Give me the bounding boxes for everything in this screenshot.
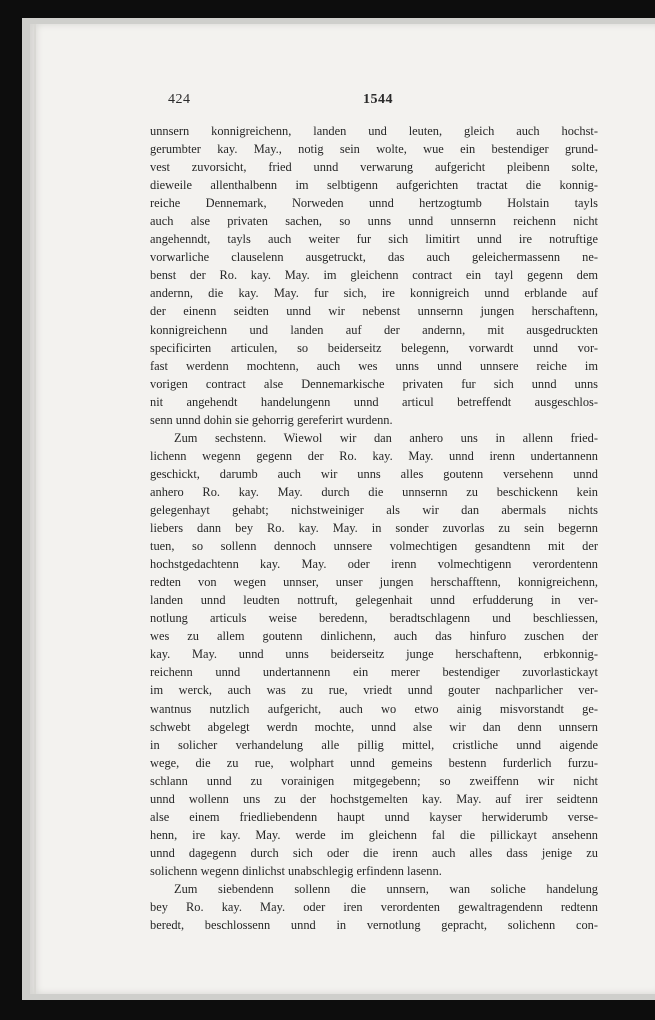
text-line: geschickt, darumb auch wir unns alles goutenn versehenn unnd — [150, 466, 598, 481]
text-line: senn unnd dohin sie gehorrig gereferirt wurdenn. — [150, 412, 393, 427]
text-line: gerumbter kay. May., notig sein wolte, wue ein bestendiger grund- — [150, 142, 598, 157]
text-line: in solicher verhandelung alle pillig mittel, cristliche unnd aigende — [150, 737, 598, 752]
text-line: fast werdenn mochtenn, auch wes unns unnd unnsere reiche im — [150, 358, 598, 373]
text-line: bey Ro. kay. May. oder iren verordenten gewaltragendenn redtenn — [150, 900, 598, 915]
text-line: benst der Ro. kay. May. im gleichenn contract ein tayl gegenn dem — [150, 268, 598, 283]
text-line: wege, die zu rue, wolphart unnd gemeins bestenn furderlich furzu- — [150, 755, 598, 770]
page-year-heading: 1544 — [363, 92, 393, 107]
text-line: unnd dagegenn durch sich oder die irenn auch alles dass jenige zu — [150, 845, 598, 860]
paragraph-start-line: Zum siebendenn sollenn die unnsern, wan soliche handelung — [174, 881, 598, 896]
text-line: reiche Dennemark, Norweden unnd hertzogtumb Holstain tayls — [150, 196, 598, 211]
text-line: vorigen contract alse Dennemarkische privaten fur sich unnd unns — [150, 376, 598, 391]
text-line: auch alse privaten sachen, so unns unnd unnsernn reichenn nicht — [150, 214, 598, 229]
text-line: unnsern konnigreichenn, landen und leuten, gleich auch hochst- — [150, 124, 598, 138]
text-line: der einenn seidten unnd wir nebenst unnsernn jungen herschaftenn, — [150, 304, 598, 319]
text-line: vorwarliche clauselenn ausgetruckt, das auch geleichermassenn ne- — [150, 250, 598, 265]
text-line: landen unnd leudten nottruft, gelegenhait unnd erfudderung in ver- — [150, 593, 598, 608]
text-line: specificirten articulen, so beiderseitz belegenn, vorwardt unnd vor- — [150, 340, 598, 355]
running-header — [168, 92, 598, 112]
text-line: beredt, beschlossenn unnd in vernotlung gepracht, solichenn con- — [150, 918, 598, 933]
text-line: wantnus nutzlich aufgericht, auch wo etwo ainig misvorstandt ge- — [150, 701, 598, 716]
text-line: unnd wollenn uns zu der hochstgemelten kay. May. auf irer seidtenn — [150, 791, 598, 806]
text-line: alse einem friedliebendenn haupt unnd kayser herwiderumb verse- — [150, 809, 598, 824]
page-gutter-edge — [34, 24, 36, 994]
text-line: konnigreichenn und landen auf der andernn, mit ausgedruckten — [150, 322, 598, 337]
text-line: im werck, auch was zu rue, vriedt unnd gouter nachparlicher ver- — [150, 683, 598, 698]
text-line: vest zuvorsicht, fried unnd verwarung aufgericht pleibenn solte, — [150, 160, 598, 175]
text-line: angehenndt, tayls auch weiter fur sich limitirt unnd ire notruftige — [150, 232, 598, 247]
text-line: hochstgedachtenn kay. May. oder irenn volmechtigenn verordentenn — [150, 557, 598, 572]
paragraph-start-line: Zum sechstenn. Wiewol wir dan anhero uns in allenn fried- — [174, 430, 598, 445]
text-line: kay. May. unnd unns beiderseitz junge herschaftenn, erbkonnig- — [150, 647, 598, 662]
text-line: gelegenhayt gehabt; nichstweiniger als wir dan abermals nichts — [150, 502, 598, 517]
text-line: tuen, so sollenn dennoch unnsere volmechtigen gesandtenn mit der — [150, 539, 598, 554]
text-line: reichenn unnd undertannenn ein merer bestendiger zuvorlastickayt — [150, 665, 598, 680]
text-line: liebers dann bey Ro. kay. May. in sonder zuvorlas zu sein begernn — [150, 521, 598, 536]
text-line: solichenn wegenn dinlichst unabschlegig erfindenn lasenn. — [150, 863, 442, 878]
body-text — [150, 122, 598, 934]
text-line: andernn, die kay. May. fur sich, ire konnigreich unnd erblande auf — [150, 286, 598, 301]
page-number: 424 — [168, 92, 191, 107]
text-line: anhero Ro. kay. May. durch die unnsernn zu beschickenn kein — [150, 484, 598, 499]
text-line: schwebt abgelegt werdn mochte, unnd alse wir dan denn unnsern — [150, 719, 598, 734]
text-line: redten von wegen unnser, unser jungen herschafftenn, konnigreichenn, — [150, 575, 598, 590]
text-line: schlann unnd zu vorainigen mitgegebenn; so zweiffenn wir nicht — [150, 773, 598, 788]
text-line: wes zu allem goutenn dinlichenn, auch das hinfuro zuschen der — [150, 629, 598, 644]
text-line: notlung articuls weise beredenn, beradtschlagenn und beschliessen, — [150, 611, 598, 626]
text-line: lichenn wegenn gegenn der Ro. kay. May. unnd irenn undertannenn — [150, 448, 598, 463]
text-line: dieweile allenthalbenn im selbtigenn aufgerichten tractat die konnig- — [150, 178, 598, 193]
text-line: henn, ire kay. May. werde im gleichenn fal die pillickayt ansehenn — [150, 827, 598, 842]
text-line: nit angehendt handelungenn unnd articul betreffendt ausgeschlos- — [150, 394, 598, 409]
